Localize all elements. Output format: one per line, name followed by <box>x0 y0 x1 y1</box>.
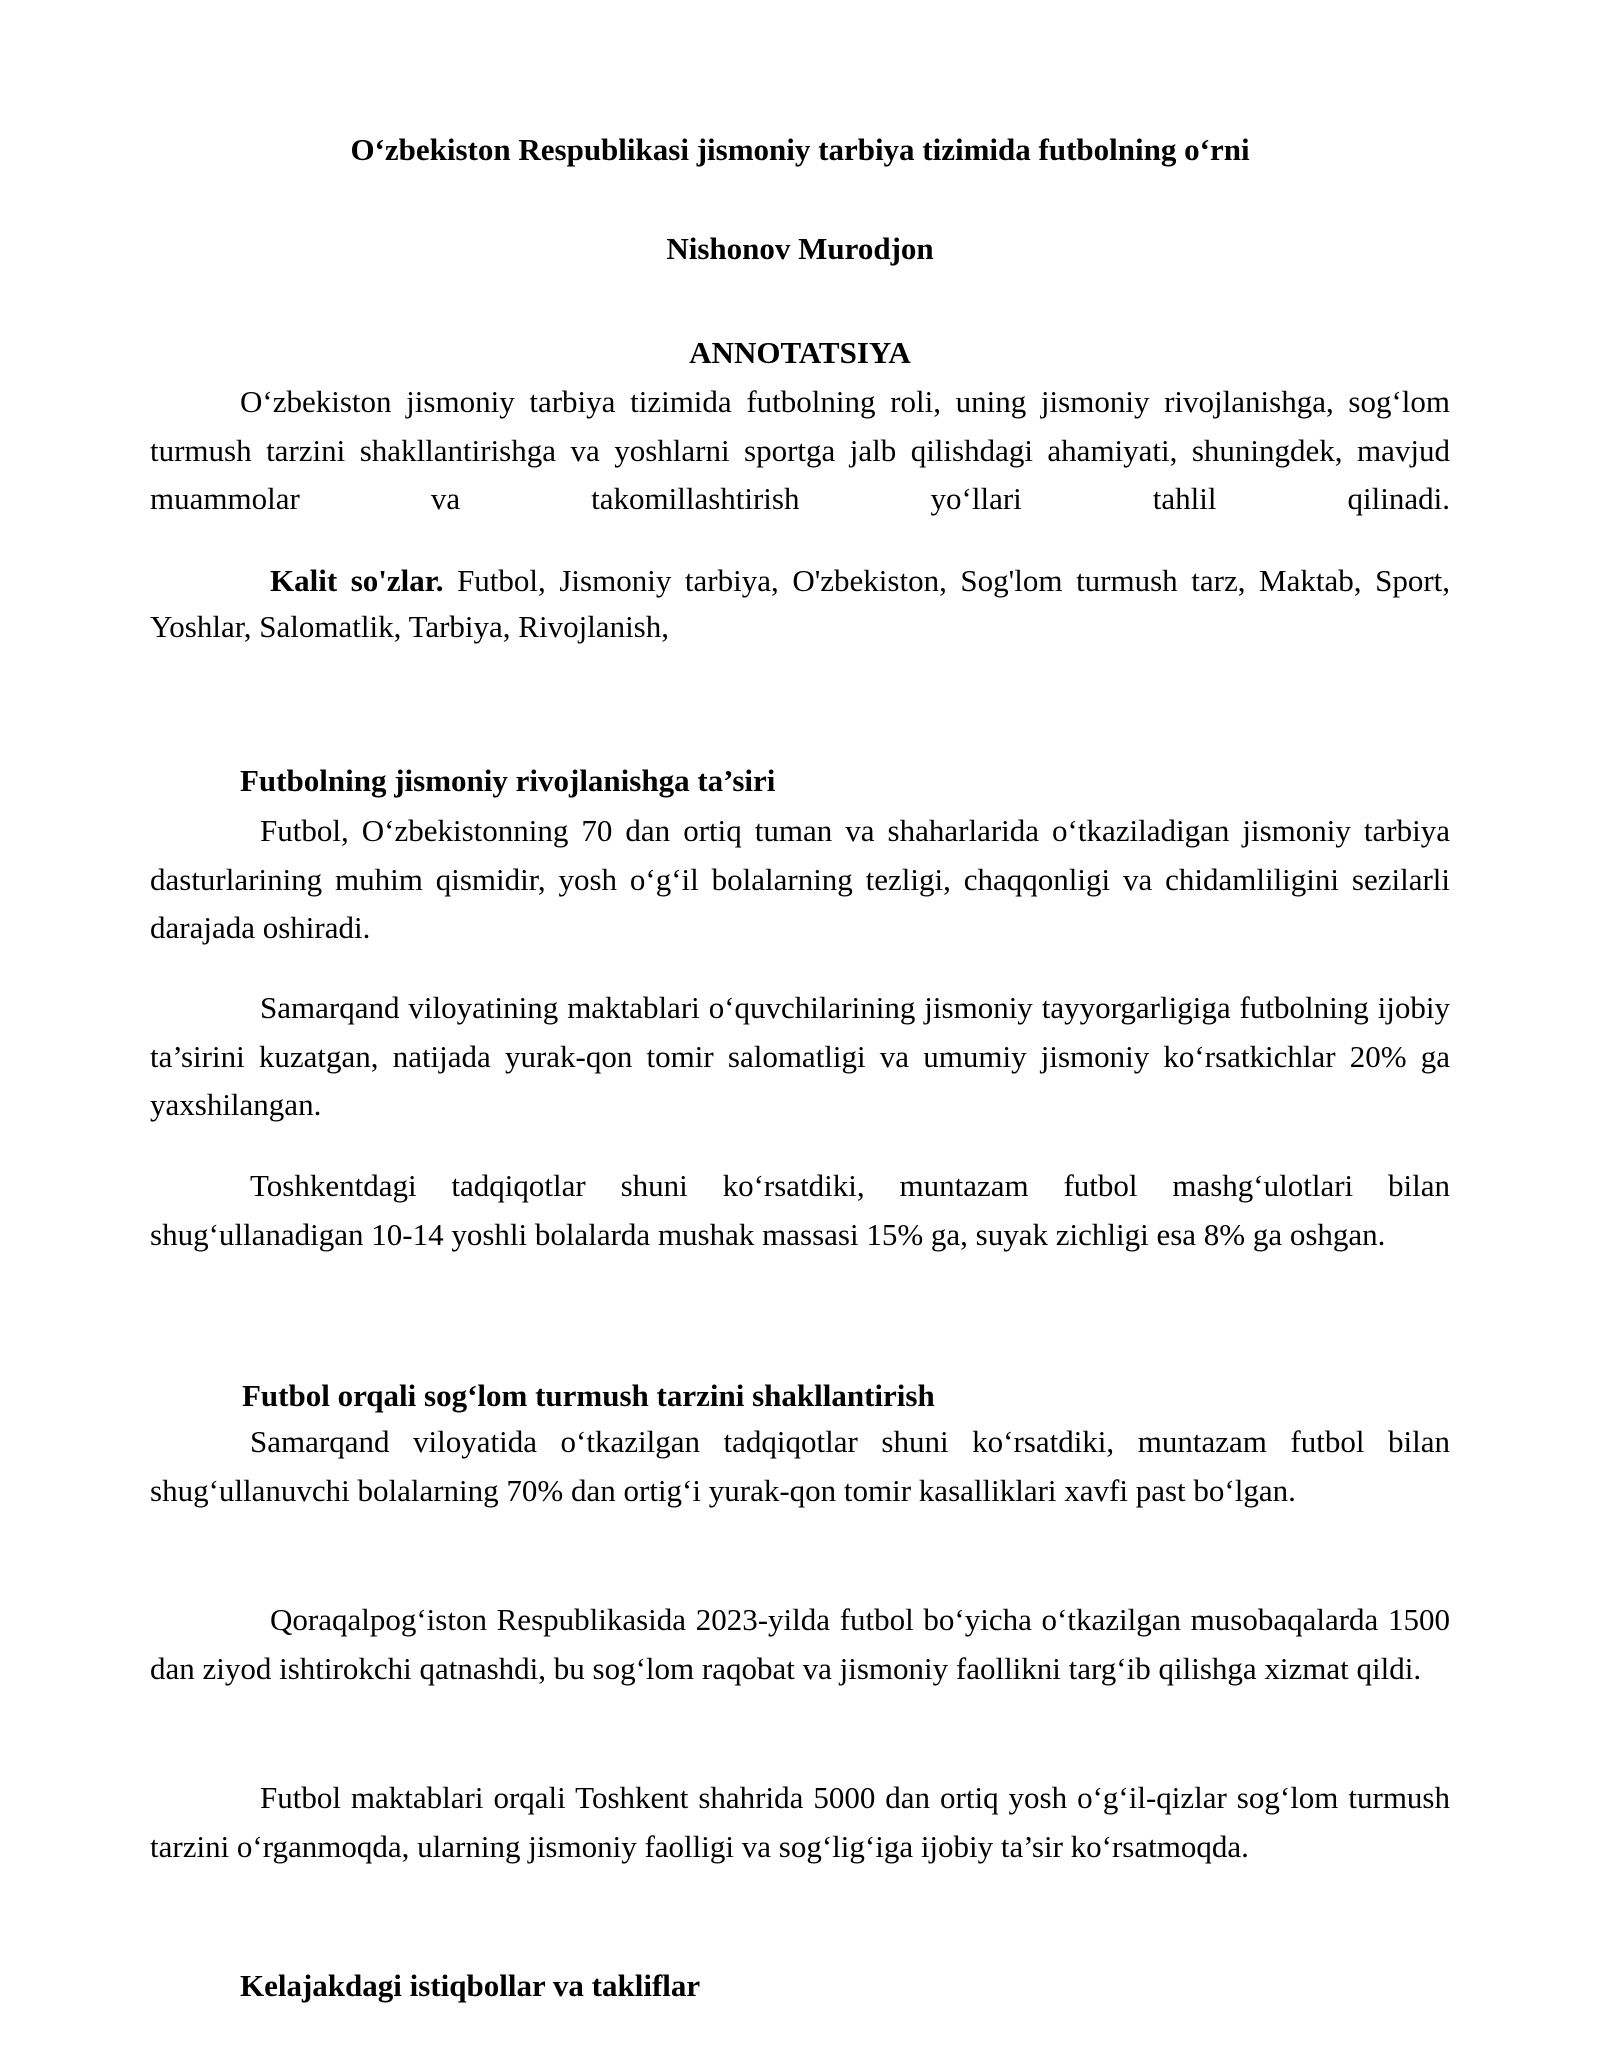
paragraph-lifestyle-1: Samarqand viloyatida o‘tkazilgan tadqiqotlar shuni ko‘rsatdiki, muntazam futbol bilan shug‘ullanuvchi bolalarning 70% dan ortig‘i yurak-qon tomir kasalliklari xavfi past bo‘lgan. <box>150 1424 1450 1508</box>
document-title: O‘zbekiston Respublikasi jismoniy tarbiya tizimida futbolning o‘rni <box>350 132 1250 167</box>
section-heading-physical-development: Futbolning jismoniy rivojlanishga ta’siri <box>240 763 776 798</box>
annotation-heading: ANNOTATSIYA <box>689 335 911 370</box>
paragraph-lifestyle-2: Qoraqalpog‘iston Respublikasida 2023-yilda futbol bo‘yicha o‘tkazilgan musobaqalarda 1500 dan ziyod ishtirokchi qatnashdi, bu sog‘lom raqobat va jismoniy faollikni targ‘ib qilishga xizmat qildi. <box>150 1602 1450 1686</box>
paragraph-physical-3: Toshkentdagi tadqiqotlar shuni ko‘rsatdiki, muntazam futbol mashg‘ulotlari bilan shug‘ullanadigan 10-14 yoshli bolalarda mushak massasi 15% ga, suyak zichligi esa 8% ga oshgan. <box>150 1168 1450 1252</box>
keywords-text: Futbol, Jismoniy tarbiya, O'zbekiston, Sog'lom turmush tarz, Maktab, Sport, Yoshlar, Salomatlik, Tarbiya, Rivojlanish, <box>150 563 1451 644</box>
keywords-paragraph <box>150 558 1450 650</box>
author-name: Nishonov Murodjon <box>666 231 934 266</box>
annotation-body: O‘zbekiston jismoniy tarbiya tizimida futbolning roli, uning jismoniy rivojlanishga, sog‘lom turmush tarzini shakllantirishga va yoshlarni sportga jalb qilishdagi ahamiyati, shuningdek, mavjud muammolar va takomillashtirish yo‘llari tahlil qilinadi. <box>150 384 1450 516</box>
paragraph-physical-1: Futbol, O‘zbekistonning 70 dan ortiq tuman va shaharlarida o‘tkaziladigan jismoniy tarbiya dasturlarining muhim qismidir, yosh o‘g‘il bolalarning tezligi, chaqqonligi va chidamliligini sezilarli darajada oshiradi. <box>150 813 1450 945</box>
keywords-label: Kalit so'zlar. <box>270 563 444 598</box>
section-heading-healthy-lifestyle: Futbol orqali sog‘lom turmush tarzini shakllantirish <box>242 1378 935 1413</box>
annotation-text <box>150 378 1450 524</box>
section-heading-future-prospects: Kelajakdagi istiqbollar va takliflar <box>240 1968 701 2003</box>
paragraph-lifestyle-3: Futbol maktablari orqali Toshkent shahrida 5000 dan ortiq yosh o‘g‘il-qizlar sog‘lom turmush tarzini o‘rganmoqda, ularning jismoniy faolligi va sog‘lig‘iga ijobiy ta’sir ko‘rsatmoqda. <box>150 1780 1450 1864</box>
paragraph-physical-2: Samarqand viloyatining maktablari o‘quvchilarining jismoniy tayyorgarligiga futbolning ijobiy ta’sirini kuzatgan, natijada yurak-qon tomir salomatligi va umumiy jismoniy ko‘rsatkichlar 20% ga yaxshilangan. <box>150 990 1450 1122</box>
